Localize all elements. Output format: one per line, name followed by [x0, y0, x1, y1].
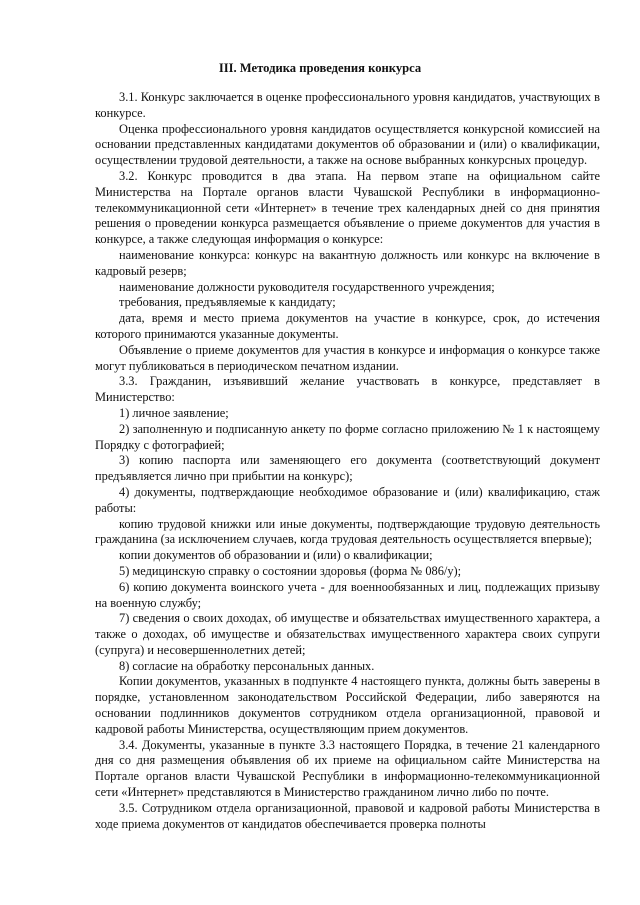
document-body — [95, 90, 600, 832]
paragraph-requirements: требования, предъявляемые к кандидату; — [119, 295, 336, 310]
paragraph-copies: Копии документов, указанных в подпункте 4 настоящего пункта, должны быть заверены в порядке, установленном законодательством Российской Федерации, либо заверяются на основании подлинников документов сотрудником отдела организационной, правовой и кадровой работы Министерства, осуществляющим прием документов. — [95, 674, 600, 736]
paragraph-assessment: Оценка профессионального уровня кандидатов осуществляется конкурсной комиссией на основании представленных кандидатами документов об образовании и (или) о квалификации, осуществлении трудовой деятельности, а также на основе выбранных конкурсных процедур. — [95, 121, 600, 168]
list-item-1: 1) личное заявление; — [119, 405, 229, 420]
paragraph-position-name: наименование должности руководителя государственного учреждения; — [119, 279, 495, 294]
paragraph-contest-name: наименование конкурса: конкурс на вакантную должность или конкурс на включение в кадровый резерв; — [95, 247, 600, 278]
section-title: III. Методика проведения конкурса — [218, 61, 422, 75]
list-item-8: 8) согласие на обработку персональных данных. — [119, 658, 375, 673]
paragraph-3-3: 3.3. Гражданин, изъявивший желание участвовать в конкурсе, представляет в Министерство: — [95, 374, 600, 405]
paragraph-3-5: 3.5. Сотрудником отдела организационной, правовой и кадровой работы Министерства в ходе приема документов от кандидатов обеспечивается проверка полноты — [95, 800, 600, 831]
paragraph-3-1: 3.1. Конкурс заключается в оценке профессионального уровня кандидатов, участвующих в конкурсе. — [95, 90, 600, 120]
list-item-3: 3) копию паспорта или заменяющего его документа (соответствующий документ предъявляется лично при прибытии на конкурс); — [95, 453, 600, 484]
list-item-4: 4) документы, подтверждающие необходимое образование и (или) квалификацию, стаж работы: — [95, 484, 600, 515]
paragraph-announcement: Объявление о приеме документов для участия в конкурсе и информация о конкурсе также могут публиковаться в периодическом печатном издании. — [95, 342, 600, 373]
paragraph-3-4: 3.4. Документы, указанные в пункте 3.3 настоящего Порядка, в течение 21 календарного дня со дня размещения объявления об их приеме на официальном сайте Министерства на Портале органов власти Чувашской Республики в информационно-телекоммуникационной сети «Интернет» представляются в Министерство гражданином лично либо по почте. — [95, 737, 600, 800]
paragraph-3-2: 3.2. Конкурс проводится в два этапа. На первом этапе на официальном сайте Министерства на Портале органов власти Чувашской Республики в информационно-телекоммуникационной сети «Интернет» в течение трех календарных дней со дня принятия решения о проведении конкурса размещается объявление о приеме документов для участия в конкурсе, а также следующая информация о конкурсе: — [95, 168, 600, 247]
list-item-4-education-docs: копии документов об образовании и (или) о квалификации; — [119, 548, 433, 563]
list-item-5: 5) медицинскую справку о состоянии здоровья (форма № 086/у); — [119, 563, 462, 578]
list-item-4-work-book: копию трудовой книжки или иные документы, подтверждающие трудовую деятельность гражданина (за исключением случаев, когда трудовая деятельность осуществляется впервые); — [95, 516, 600, 547]
list-item-2: 2) заполненную и подписанную анкету по форме согласно приложению № 1 к настоящему Порядку с фотографией; — [95, 421, 600, 452]
paragraph-date-time-place: дата, время и место приема документов на участие в конкурсе, срок, до истечения которого принимаются указанные документы. — [95, 311, 600, 341]
list-item-7: 7) сведения о своих доходах, об имуществе и обязательствах имущественного характера, а также о доходах, об имуществе и обязательствах имущественного характера своих супруги (супруга) и несовершеннолетних детей; — [95, 611, 600, 657]
list-item-6: 6) копию документа воинского учета - для военнообязанных и лиц, подлежащих призыву на военную службу; — [95, 579, 600, 610]
